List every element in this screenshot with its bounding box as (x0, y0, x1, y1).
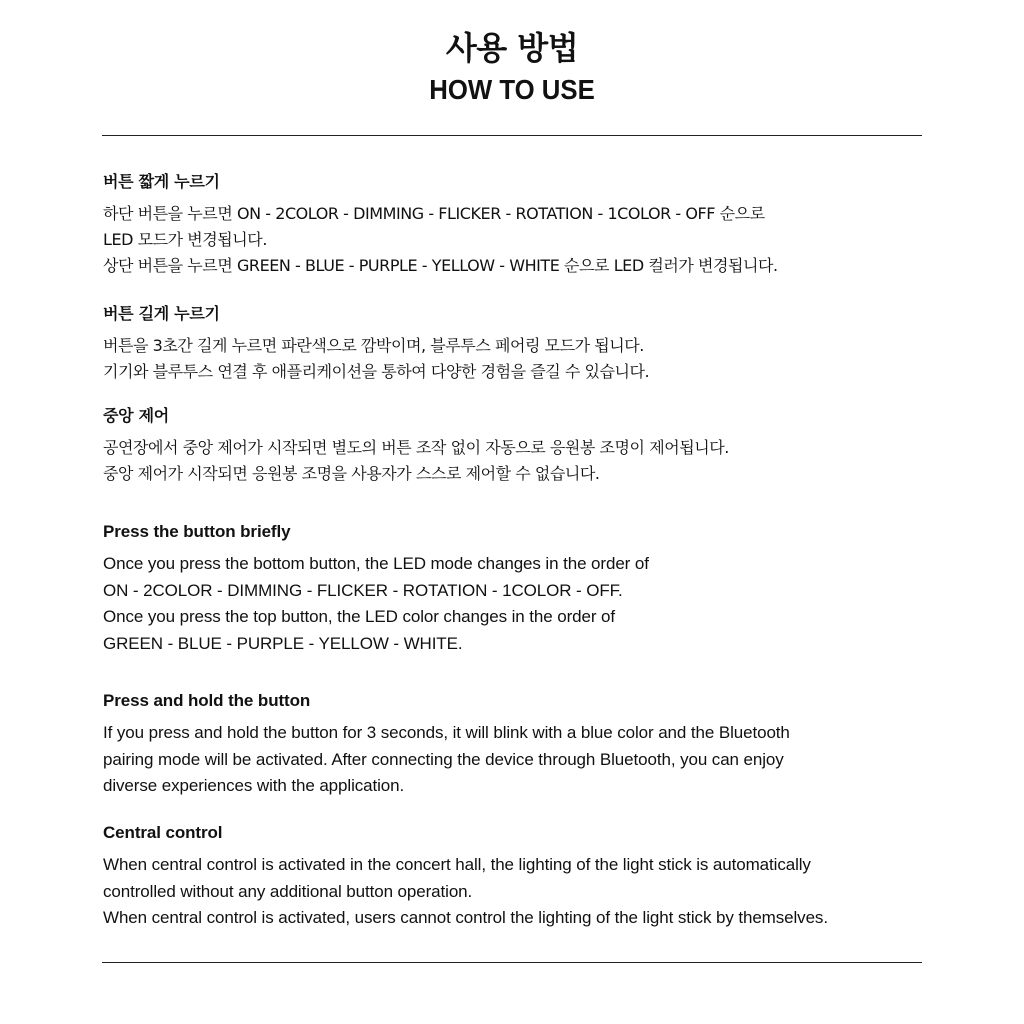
body-line: controlled without any additional button operation. (103, 881, 473, 901)
body-line: 하단 버튼을 누르면 ON - 2COLOR - DIMMING - FLICKER - ROTATION - 1COLOR - OFF 순으로 (103, 204, 765, 223)
body-line: Once you press the top button, the LED color changes in the order of (103, 607, 616, 626)
top-divider (102, 135, 922, 136)
page-header (0, 28, 1024, 108)
body-line: 공연장에서 중앙 제어가 시작되면 별도의 버튼 조작 없이 자동으로 응원봉 조명이 제어됩니다. (103, 438, 729, 457)
section-en-short-press (103, 520, 923, 657)
section-en-central-control (103, 821, 923, 932)
body-line: When central control is activated, users cannot control the lighting of the light stick by themselves. (103, 908, 828, 927)
body-line: 기기와 블루투스 연결 후 애플리케이션을 통하여 다양한 경험을 즐길 수 있습니다. (103, 362, 650, 381)
section-heading: Press and hold the button (103, 691, 311, 710)
section-body (103, 435, 923, 487)
page-title-english: HOW TO USE (429, 74, 595, 105)
body-line: LED 모드가 변경됩니다. (103, 230, 267, 249)
body-line: When central control is activated in the concert hall, the lighting of the light stick is automatically (103, 855, 811, 874)
body-line: 상단 버튼을 누르면 GREEN - BLUE - PURPLE - YELLOW - WHITE 순으로 LED 컬러가 변경됩니다. (103, 256, 778, 275)
body-line: 버튼을 3초간 길게 누르면 파란색으로 깜박이며, 블루투스 페어링 모드가 됩니다. (103, 336, 644, 355)
section-body (103, 852, 923, 932)
body-line: Once you press the bottom button, the LED mode changes in the order of (103, 554, 649, 573)
section-heading: 버튼 길게 누르기 (103, 304, 220, 323)
body-line: 중앙 제어가 시작되면 응원봉 조명을 사용자가 스스로 제어할 수 없습니다. (103, 464, 600, 483)
section-ko-short-press (103, 170, 923, 279)
body-line: diverse experiences with the application. (103, 776, 405, 795)
section-heading: Central control (103, 823, 223, 842)
body-line: pairing mode will be activated. After connecting the device through Bluetooth, you can enjoy (103, 749, 784, 769)
page-title-korean: 사용 방법 (445, 29, 579, 67)
section-body (103, 333, 923, 385)
section-heading: 버튼 짧게 누르기 (103, 172, 220, 191)
section-heading: Press the button briefly (103, 522, 291, 541)
section-en-long-press (103, 689, 923, 800)
body-line: If you press and hold the button for 3 seconds, it will blink with a blue color and the Bluetooth (103, 723, 790, 742)
section-body (103, 201, 923, 279)
bottom-divider (102, 962, 922, 963)
body-line: ON - 2COLOR - DIMMING - FLICKER - ROTATION - 1COLOR - OFF. (103, 580, 623, 600)
section-body (103, 551, 923, 657)
section-ko-central-control (103, 404, 923, 487)
section-heading: 중앙 제어 (103, 406, 169, 425)
section-ko-long-press (103, 302, 923, 385)
body-line: GREEN - BLUE - PURPLE - YELLOW - WHITE. (103, 633, 463, 653)
section-body (103, 720, 923, 800)
